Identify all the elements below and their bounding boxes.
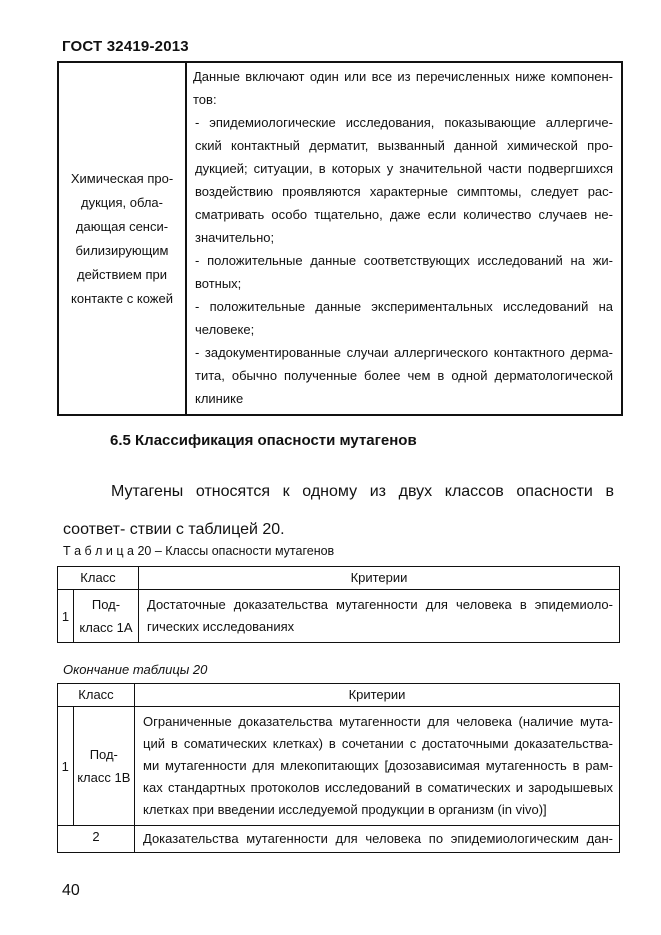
criteria-text: Достаточные доказательства мутагенности для человека в эпидемиоло- гических исследованиях	[139, 590, 620, 643]
criteria-item: - положительные данные соответствующих исследований на жи- вотных;	[195, 253, 613, 291]
criteria-text: Ограниченные доказательства мутагенности для человека (наличие мута- ций в соматических клетках) в сочетании с достаточными доказательства- ми мутагенности для млекопитающих [дозозависимая мутагенность в рам- ках стандартных протоколов исследований в соматических и зародышевых клетках при введении исследуемой продукции в организм (in vivo)]	[135, 707, 620, 826]
document-header: ГОСТ 32419-2013	[62, 38, 189, 55]
criteria-cell	[186, 62, 622, 415]
table-20	[57, 566, 620, 643]
class-number: 2	[58, 826, 135, 853]
column-header-class: Класс	[58, 684, 135, 707]
criteria-item: - положительные данные экспериментальных исследований на человеке;	[195, 299, 613, 337]
column-header-criteria: Критерии	[139, 567, 620, 590]
section-paragraph: Мутагены относятся к одному из двух классов опасности в соответ- ствии с таблицей 20.	[63, 483, 614, 538]
class-number: 1	[58, 707, 74, 826]
subclass-label: Под- класс 1В	[73, 707, 134, 826]
column-header-criteria: Критерии	[135, 684, 620, 707]
sensitizer-criteria-table	[57, 61, 623, 416]
table-20-continuation	[57, 683, 620, 853]
continuation-caption: Окончание таблицы 20	[63, 662, 208, 677]
table-caption: Т а б л и ц а 20 – Классы опасности мутагенов	[63, 544, 335, 558]
criteria-text: Доказательства мутагенности для человека по эпидемиологическим дан-	[135, 826, 620, 853]
criteria-item: - задокументированные случаи аллергического контактного дерма- тита, обычно полученные более чем в одной дерматологической клинике	[195, 345, 613, 406]
criteria-item: - эпидемиологические исследования, показывающие аллергиче- ский контактный дерматит, вызванный данной химической про- дукцией; ситуации, в которых у значительной части подвергшихся воздействию проявляются характерные симптомы, следует рас- сматривать особо тщательно, даже если количество случаев не- значительно;	[195, 115, 613, 245]
column-header-class: Класс	[58, 567, 139, 590]
page-number: 40	[62, 882, 80, 899]
subclass-label: Под- класс 1А	[73, 590, 138, 643]
class-number: 1	[58, 590, 74, 643]
section-heading: 6.5 Классификация опасности мутагенов	[110, 432, 417, 449]
hazard-category-label: Химическая про- дукция, обла- дающая сенси- билизирующим действием при контакте с кожей	[58, 62, 186, 415]
criteria-intro: Данные включают один или все из перечисленных ниже компонен- тов:	[193, 69, 613, 107]
